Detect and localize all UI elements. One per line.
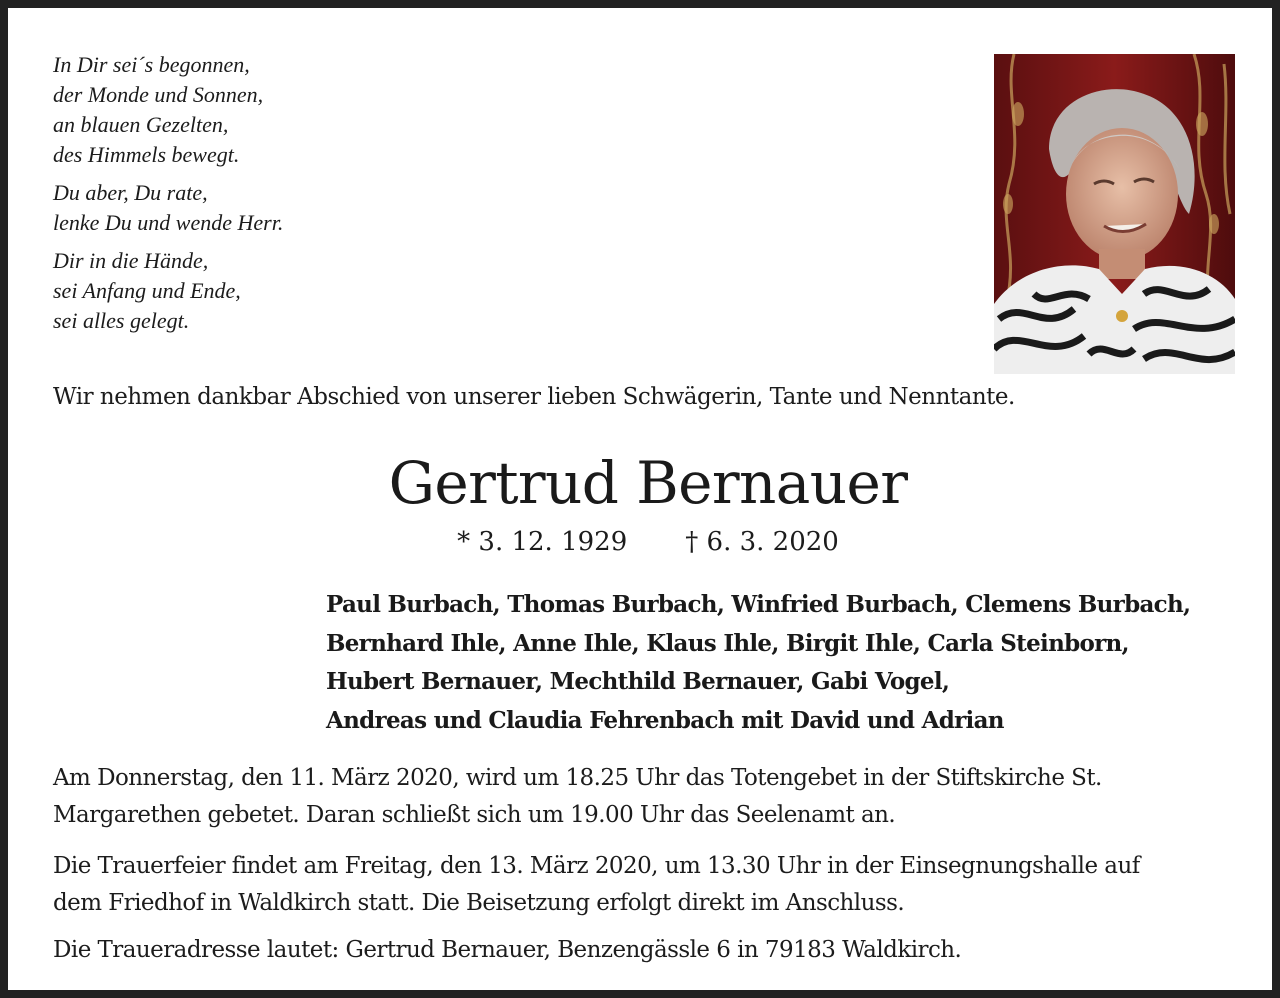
poem-line: sei Anfang und Ende, (53, 278, 241, 303)
family-line: Bernhard Ihle, Anne Ihle, Klaus Ihle, Birgit Ihle, Carla Steinborn, (326, 629, 1129, 657)
poem-line: der Monde und Sonnen, (53, 82, 264, 107)
poem-stanza (53, 178, 573, 238)
poem-line: sei alles gelegt. (53, 308, 190, 333)
family-list (326, 586, 1256, 740)
birth-date: * 3. 12. 1929 (457, 527, 628, 557)
brooch-icon (1116, 310, 1128, 322)
poem-line: Du aber, Du rate, (53, 180, 208, 205)
life-dates (8, 524, 1280, 560)
info-line: Die Traueradresse lautet: Gertrud Bernauer, Benzengässle 6 in 79183 Waldkirch. (53, 937, 962, 963)
intro-text: Wir nehmen dankbar Abschied von unserer lieben Schwägerin, Tante und Nenntante. (53, 384, 1015, 410)
prayer-info (53, 760, 1253, 834)
poem-line: des Himmels bewegt. (53, 142, 240, 167)
poem-line: Dir in die Hände, (53, 248, 209, 273)
family-line: Paul Burbach, Thomas Burbach, Winfried Burbach, Clemens Burbach, (326, 591, 1191, 618)
family-line: Andreas und Claudia Fehrenbach mit David und Adrian (326, 706, 1004, 734)
portrait-photo (994, 54, 1235, 374)
deceased-name: Gertrud Bernauer (388, 449, 908, 517)
info-line: dem Friedhof in Waldkirch statt. Die Beisetzung erfolgt direkt im Anschluss. (53, 890, 905, 916)
portrait-illustration (994, 54, 1235, 374)
mourning-address (53, 932, 1253, 969)
poem (53, 50, 573, 344)
funeral-info (53, 848, 1253, 922)
poem-line: In Dir sei´s begonnen, (53, 52, 250, 77)
info-line: Am Donnerstag, den 11. März 2020, wird um 18.25 Uhr das Totengebet in der Stiftskirche St. (53, 765, 1102, 791)
info-line: Margarethen gebetet. Daran schließt sich um 19.00 Uhr das Seelenamt an. (53, 802, 896, 828)
info-line: Die Trauerfeier findet am Freitag, den 13. März 2020, um 13.30 Uhr in der Einsegnungshalle auf (53, 853, 1140, 879)
death-date: † 6. 3. 2020 (685, 527, 839, 557)
poem-line: an blauen Gezelten, (53, 112, 229, 137)
poem-stanza (53, 50, 573, 170)
poem-line: lenke Du und wende Herr. (53, 210, 284, 235)
poem-stanza (53, 246, 573, 336)
family-line: Hubert Bernauer, Mechthild Bernauer, Gabi Vogel, (326, 668, 950, 695)
